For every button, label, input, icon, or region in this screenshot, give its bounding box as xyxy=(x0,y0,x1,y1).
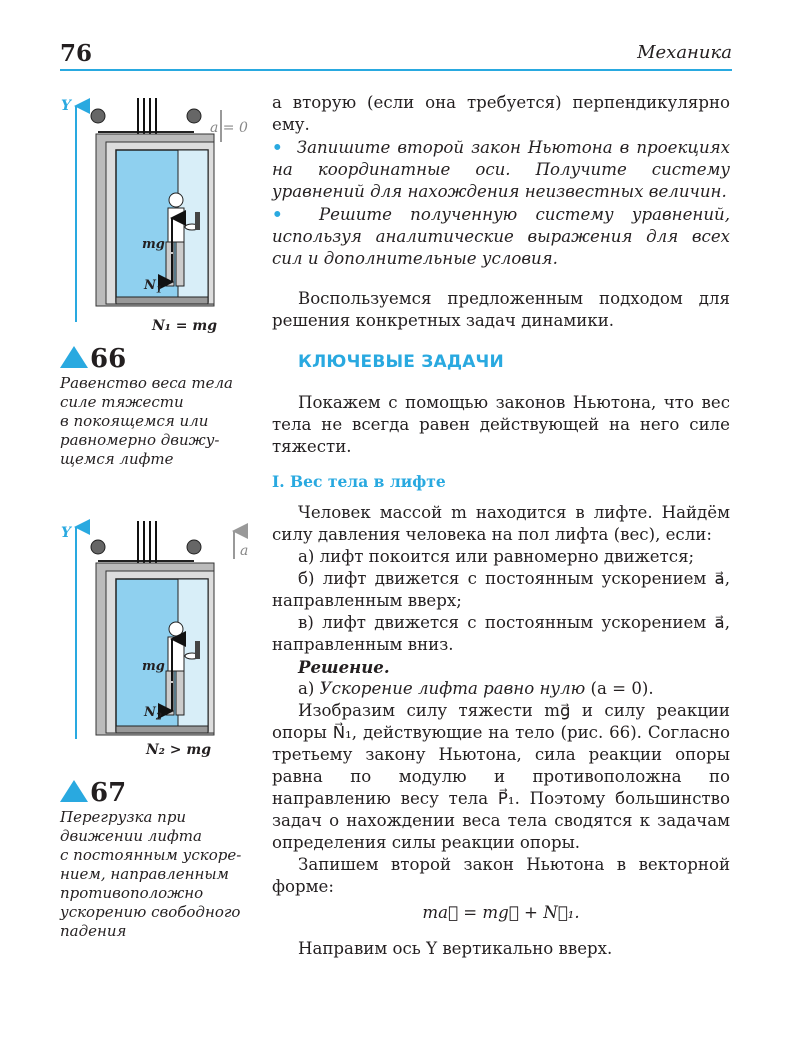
figure-66-caption-number: 66 xyxy=(60,346,126,372)
paragraph-approach: Воспользуемся предложенным подходом для решения конкретных задач динамики. xyxy=(272,289,730,330)
y-axis-label: Y xyxy=(61,98,71,114)
text-approach-block xyxy=(272,288,730,332)
bullet-newton-projections: • Запишите второй закон Ньютона в проекциях на координатные оси. Получите систему уравнений для нахождения неизвестных величин. xyxy=(272,137,730,201)
triangle-marker-icon xyxy=(60,346,88,368)
figure-67-elevator xyxy=(58,517,258,757)
bullet-icon: • xyxy=(272,137,283,157)
figure-67-formula: N₂ > mg xyxy=(146,742,212,758)
gravity-label: mg xyxy=(142,659,165,674)
bullet-icon: • xyxy=(272,204,283,224)
case-b: б) лифт движется с постоянным ускорением a⃗, направленным вверх; xyxy=(272,569,730,610)
case-a: а) лифт покоится или равномерно движется; xyxy=(298,547,695,566)
figure-66-caption: Равенство веса тела силе тяжести в покоящемся или равномерно движу- щемся лифте xyxy=(60,374,233,468)
paragraph-forces: Изобразим силу тяжести mg⃗ и силу реакции опоры N⃗₁, действующие на тело (рис. 66). Согласно третьему закону Ньютона, сила реакции опоры равна по модулю и противоположна по направлению весу тела P⃗₁. Поэтому большинство задач о нахождении веса тела сводятся к задачам определения силы реакции опоры. xyxy=(272,701,730,852)
paragraph-intro: Покажем с помощью законов Ньютона, что вес тела не всегда равен действующей на него силе тяжести. xyxy=(272,393,730,456)
paragraph-newton: Запишем второй закон Ньютона в векторной форме: xyxy=(272,855,730,896)
section-title: КЛЮЧЕВЫЕ ЗАДАЧИ xyxy=(298,352,504,372)
triangle-marker-icon xyxy=(60,780,88,802)
figure-67-caption: Перегрузка при движении лифта с постоянным ускоре- нием, направленным противоположно ускорению свободного падения xyxy=(60,808,242,940)
newton-formula: ma⃗ = mg⃗ + N⃗₁. xyxy=(422,903,580,922)
text-task-block xyxy=(272,502,730,960)
gravity-label: mg xyxy=(142,237,165,252)
paragraph-task: Человек массой m находится в лифте. Найдём силу давления человека на пол лифта (вес), если: xyxy=(272,503,730,544)
y-axis-label: Y xyxy=(61,525,71,541)
text-intro-block xyxy=(272,392,730,458)
subsection-title: I. Вес тела в лифте xyxy=(272,472,446,491)
paragraph-continuation: а вторую (если она требуется) перпендикулярно ему. xyxy=(272,93,730,134)
paragraph-axis: Направим ось Y вертикально вверх. xyxy=(298,939,613,958)
running-title: Механика xyxy=(637,42,732,63)
bullet-solve-system: • Решите полученную систему уравнений, используя аналитические выражения для всех сил и дополнительные условия. xyxy=(272,204,730,268)
header-rule xyxy=(60,69,732,71)
figure-66-elevator xyxy=(58,92,258,332)
figure-67-caption-number: 67 xyxy=(60,780,126,806)
text-top-block xyxy=(272,92,730,270)
acceleration-label: a xyxy=(240,543,249,559)
normal-force-label: $N_1$ xyxy=(144,278,163,296)
case-c: в) лифт движется с постоянным ускорением a⃗, направленным вниз. xyxy=(272,613,730,654)
solution-case-a: а) Ускорение лифта равно нулю (a = 0). xyxy=(298,679,654,698)
solution-label: Решение. xyxy=(298,657,390,677)
acceleration-label: a = 0 xyxy=(210,120,248,136)
normal-force-label: $N_2$ xyxy=(144,705,163,723)
page-number: 76 xyxy=(60,40,93,67)
figure-66-formula: N₁ = mg xyxy=(152,318,218,334)
